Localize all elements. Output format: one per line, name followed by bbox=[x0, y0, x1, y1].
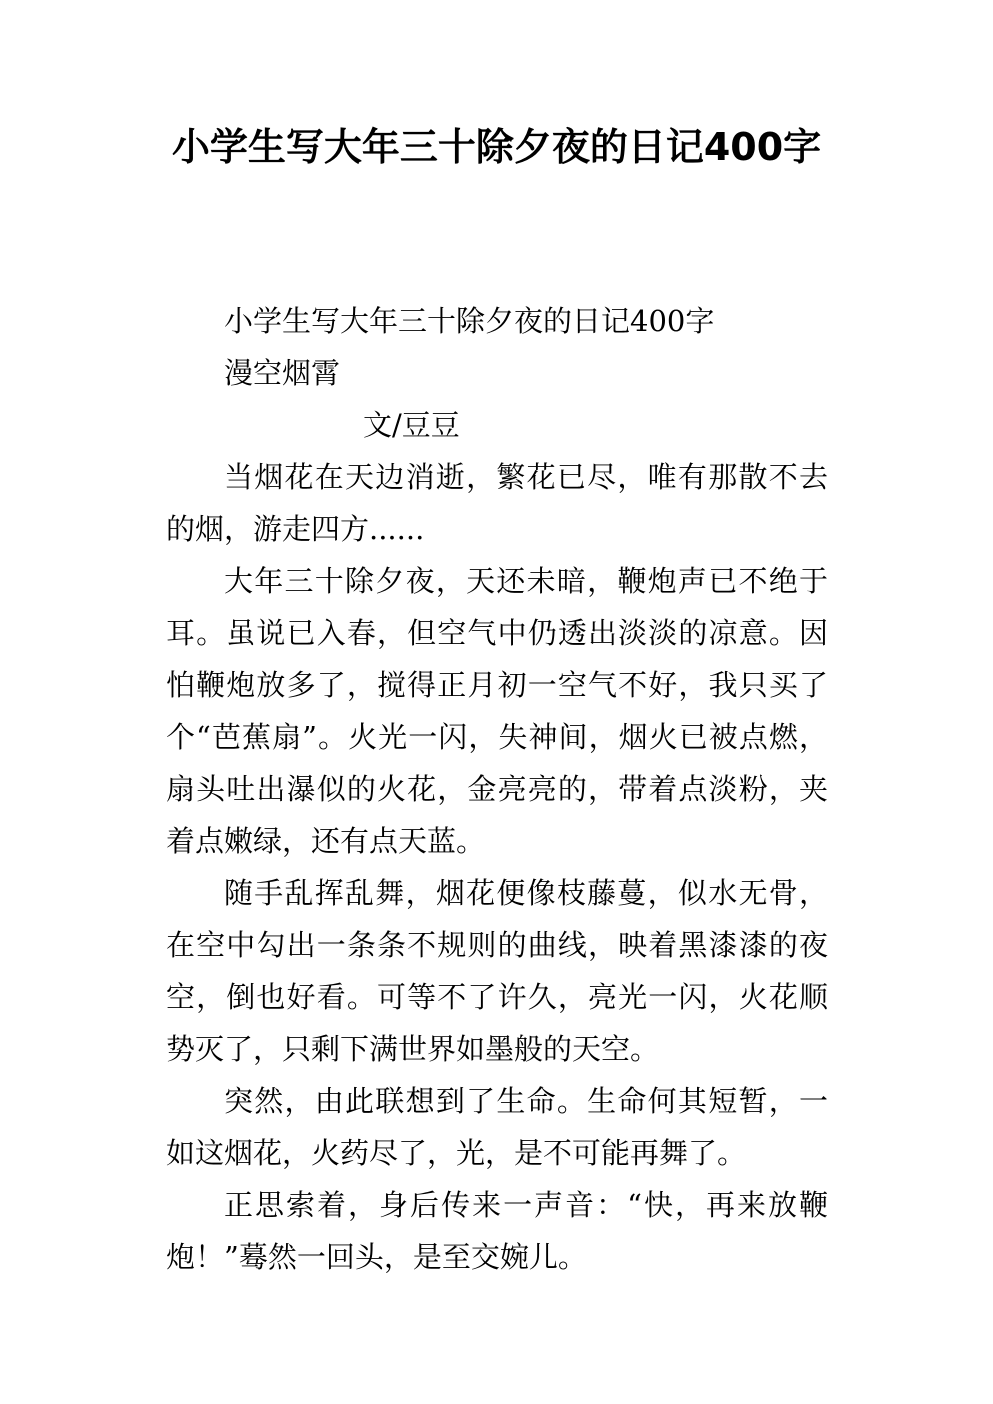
author-line: 文/豆豆 bbox=[363, 408, 460, 442]
essay-title: 漫空烟霄 bbox=[224, 356, 341, 390]
paragraph: 随手乱挥乱舞，烟花便像枝藤蔓，似水无骨，在空中勾出一条条不规则的曲线，映着黑漆漆的夜空，倒也好看。可等不了许久，亮光一闪，火花顺势灭了，只剩下满世界如墨般的天空。 bbox=[166, 876, 828, 1066]
paragraph: 大年三十除夕夜，天还未暗，鞭炮声已不绝于耳。虽说已入春，但空气中仍透出淡淡的凉意。因怕鞭炮放多了，搅得正月初一空气不好，我只买了个“芭蕉扇”。火光一闪，失神间，烟火已被点燃，扇头吐出瀑似的火花，金亮亮的，带着点淡粉，夹着点嫩绿，还有点天蓝。 bbox=[166, 564, 828, 858]
paragraph: 正思索着，身后传来一声音：“快，再来放鞭炮！”蓦然一回头，是至交婉儿。 bbox=[166, 1188, 828, 1274]
document-body bbox=[166, 295, 828, 1283]
document-title: 小学生写大年三十除夕夜的日记400字 bbox=[171, 125, 822, 169]
paragraph: 当烟花在天边消逝，繁花已尽，唯有那散不去的烟，游走四方...... bbox=[166, 460, 828, 546]
paragraph: 突然，由此联想到了生命。生命何其短暂，一如这烟花，火药尽了，光，是不可能再舞了。 bbox=[166, 1084, 828, 1170]
heading-line: 小学生写大年三十除夕夜的日记400字 bbox=[224, 304, 715, 338]
